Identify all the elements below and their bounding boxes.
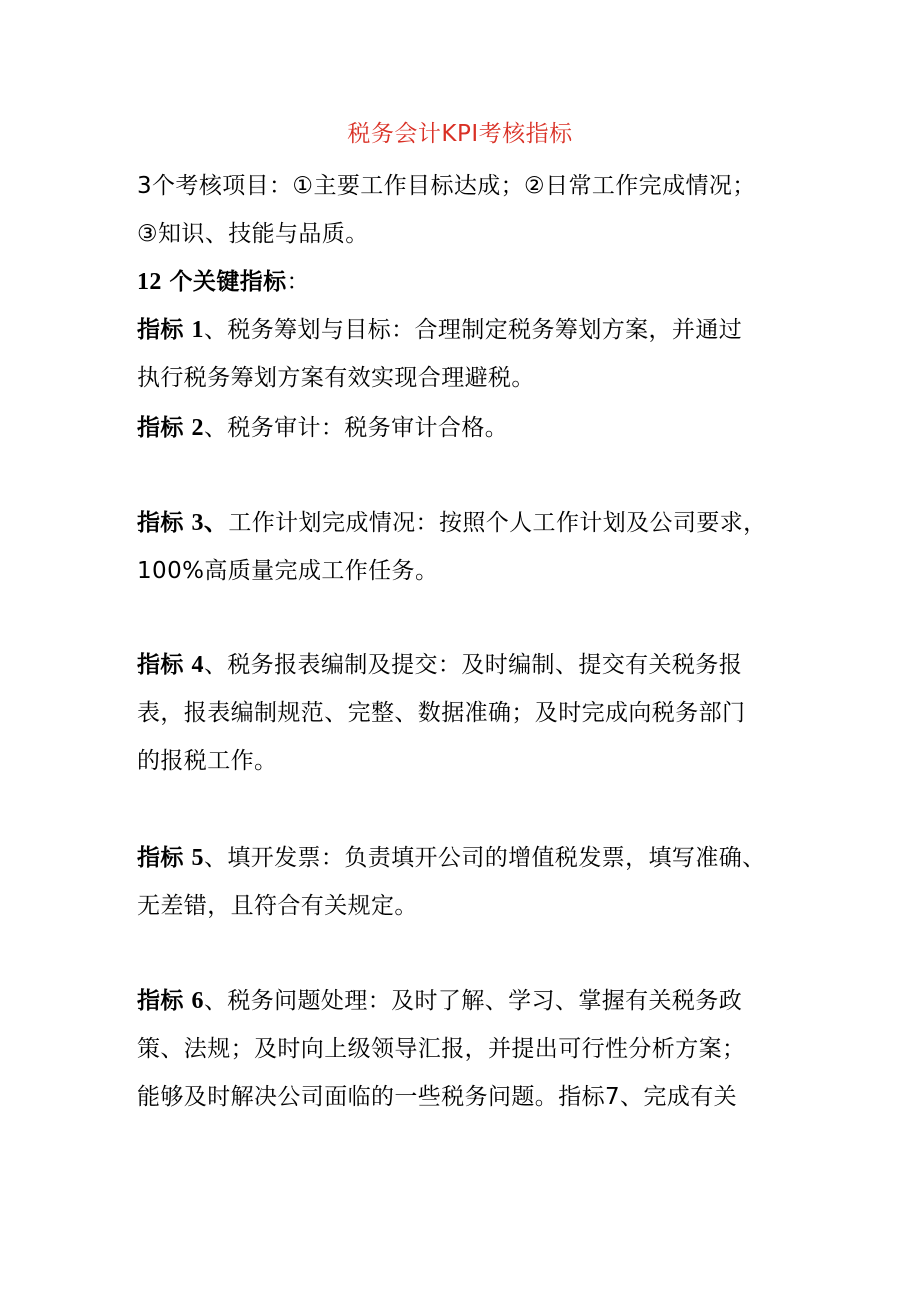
indicator-text: 、税务报表编制及提交：及时编制、提交有关税务报 [203, 652, 743, 678]
indicator-text: 、税务问题处理：及时了解、学习、掌握有关税务政 [203, 988, 743, 1014]
indicator-number: 3、 [191, 510, 229, 536]
indicator-text: 100%高质量完成工作任务。 [137, 558, 439, 584]
indicator-item [137, 834, 807, 930]
intro-paragraph [137, 162, 807, 258]
indicator-text: 策、法规；及时向上级领导汇报，并提出可行性分析方案； [137, 1036, 746, 1062]
heading-colon: ： [286, 269, 310, 295]
indicator-number: 2 [191, 415, 204, 441]
indicator-number: 1 [191, 317, 204, 343]
heading-text: 个关键指标 [169, 269, 287, 295]
indicator-text: 工作计划完成情况：按照个人工作计划及公司要求， [228, 510, 767, 536]
indicator-label: 指标 [137, 510, 184, 536]
indicator-number: 6 [191, 988, 204, 1014]
indicator-number: 5 [191, 845, 204, 871]
indicator-item [137, 499, 807, 595]
indicator-text: 、税务筹划与目标：合理制定税务筹划方案，并通过 [203, 317, 743, 343]
indicator-item [137, 641, 807, 785]
indicator-text: 能够及时解决公司面临的一些税务问题。指标7、完成有关 [137, 1084, 738, 1110]
indicator-item [137, 977, 807, 1121]
indicator-text: 无差错，且符合有关规定。 [137, 893, 418, 919]
key-indicators-heading [137, 258, 807, 306]
indicator-text: 、填开发票：负责填开公司的增值税发票，填写准确、 [203, 845, 766, 871]
document-title: 税务会计KPI考核指标 [347, 121, 573, 147]
indicator-text: 执行税务筹划方案有效实现合理避税。 [137, 365, 535, 391]
intro-line: 3个考核项目：①主要工作目标达成；②日常工作完成情况； [137, 173, 756, 199]
indicator-label: 指标 [137, 652, 184, 678]
heading-number: 12 [137, 269, 162, 295]
indicator-label: 指标 [137, 845, 184, 871]
indicator-item [137, 404, 807, 452]
indicator-number: 4 [191, 652, 204, 678]
indicator-label: 指标 [137, 317, 184, 343]
indicator-text: 的报税工作。 [137, 748, 278, 774]
indicator-text: 、税务审计：税务审计合格。 [203, 415, 509, 441]
indicator-label: 指标 [137, 988, 184, 1014]
indicator-text: 表，报表编制规范、完整、数据准确；及时完成向税务部门 [137, 700, 746, 726]
indicator-label: 指标 [137, 415, 184, 441]
intro-line: ③知识、技能与品质。 [137, 221, 369, 247]
indicator-item [137, 306, 807, 402]
